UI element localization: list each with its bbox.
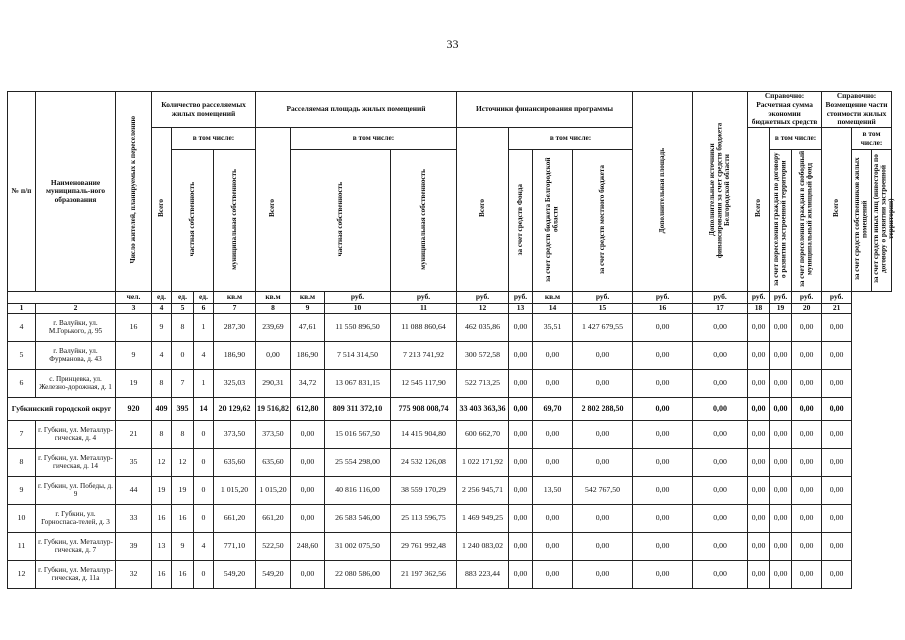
table-cell: 522 713,25: [457, 370, 509, 398]
table-cell: 0,00: [822, 505, 852, 533]
table-cell: 0,00: [822, 398, 852, 421]
column-numbers-row: [8, 304, 892, 314]
table-cell: 0,00: [770, 398, 792, 421]
table-body: [8, 91, 896, 589]
table-cell: 775 908 008,74: [391, 398, 457, 421]
table-cell: 0: [194, 449, 214, 477]
table-cell: 300 572,58: [457, 342, 509, 370]
table-cell: 0,00: [822, 342, 852, 370]
table-cell: 7: [214, 304, 256, 314]
table-row: [8, 314, 892, 342]
table-cell: 35: [116, 449, 152, 477]
table-cell: 29 761 992,48: [391, 533, 457, 561]
table-cell: 0: [172, 342, 194, 370]
table-cell: 0,00: [792, 370, 822, 398]
table-cell: 10: [325, 304, 391, 314]
table-cell: 0,00: [792, 477, 822, 505]
table-row: [8, 421, 892, 449]
header-rooms-private: частная собственность: [172, 150, 214, 292]
table-cell: руб.: [325, 292, 391, 304]
table-cell: 6: [194, 304, 214, 314]
table-cell: 0,00: [573, 370, 633, 398]
table-cell: 0,00: [792, 421, 822, 449]
table-cell: 0,00: [509, 505, 533, 533]
table-cell: 0,00: [748, 314, 770, 342]
table-cell: 0,00: [792, 561, 822, 589]
table-cell: 0,00: [822, 449, 852, 477]
table-cell: руб.: [633, 292, 693, 304]
header-name: Наименование муниципаль-ного образования: [36, 92, 116, 292]
table-cell: 16: [172, 505, 194, 533]
table-cell: 39: [116, 533, 152, 561]
table-cell: 0,00: [633, 342, 693, 370]
table-cell: 12 545 117,90: [391, 370, 457, 398]
table-cell: ед.: [194, 292, 214, 304]
table-cell: 9: [172, 533, 194, 561]
table-cell: 11 088 860,64: [391, 314, 457, 342]
table-cell: 14: [194, 398, 214, 421]
header-residents: Число жителей, планируемых к переселению: [116, 92, 152, 292]
table-cell: 6: [8, 370, 36, 398]
table-cell: 9: [8, 477, 36, 505]
table-cell: 0,00: [633, 398, 693, 421]
table-row: [8, 370, 892, 398]
header-econ-free: за счет переселения граждан в свободный муниципальный жилищный фонд: [792, 150, 822, 292]
table-cell: Губкинский городской округ: [8, 398, 116, 421]
table-cell: 373,50: [256, 421, 291, 449]
header-comp-other: за счет средств иных лиц (инвестора по договору о развитии застроенной территории): [872, 150, 892, 292]
table-cell: 5: [8, 342, 36, 370]
table-cell: 0,00: [792, 314, 822, 342]
table-cell: 2 256 945,71: [457, 477, 509, 505]
table-cell: 0,00: [693, 533, 748, 561]
table-cell: 612,80: [291, 398, 325, 421]
table-cell: 14: [533, 304, 573, 314]
table-cell: 47,61: [291, 314, 325, 342]
table-cell: 0,00: [533, 533, 573, 561]
table-cell: 0,00: [573, 342, 633, 370]
header-econ-incl: в том числе:: [770, 128, 822, 150]
table-cell: 26 583 546,00: [325, 505, 391, 533]
table-cell: 287,30: [214, 314, 256, 342]
header-comp-incl: в том числе:: [852, 128, 892, 150]
table-cell: 0,00: [693, 561, 748, 589]
table-cell: 635,60: [214, 449, 256, 477]
table-cell: 8: [172, 421, 194, 449]
table-cell: 11: [391, 304, 457, 314]
page-number: 33: [446, 37, 459, 51]
header-fund-total: Всего: [457, 128, 509, 292]
table-cell: г. Губкин, ул. Металлур-гическая, д. 14: [36, 449, 116, 477]
header-area-incl: в том числе:: [291, 128, 457, 150]
table-cell: 33 403 363,36: [457, 398, 509, 421]
table-cell: 8: [256, 304, 291, 314]
table-row: [8, 533, 892, 561]
table-cell: 0: [194, 561, 214, 589]
table-cell: 0,00: [693, 421, 748, 449]
table-cell: 2 802 288,50: [573, 398, 633, 421]
table-cell: кв.м: [533, 292, 573, 304]
table-cell: 186,90: [291, 342, 325, 370]
table-cell: руб.: [748, 292, 770, 304]
table-cell: 0,00: [693, 370, 748, 398]
table-cell: [8, 292, 116, 304]
table-cell: 17: [693, 304, 748, 314]
table-cell: руб.: [822, 292, 852, 304]
table-cell: г. Губкин, ул. Победы, д. 9: [36, 477, 116, 505]
table-cell: 19: [116, 370, 152, 398]
table-row: [8, 561, 892, 589]
table-cell: г. Губкин, ул. Металлур-гическая, д. 7: [36, 533, 116, 561]
table-cell: 0,00: [770, 533, 792, 561]
header-rooms-municipal: муниципальная собственность: [214, 150, 256, 292]
table-cell: 0,00: [822, 421, 852, 449]
table-cell: 0,00: [770, 370, 792, 398]
table-cell: 0,00: [748, 505, 770, 533]
table-cell: 0,00: [693, 505, 748, 533]
table-cell: 0,00: [770, 449, 792, 477]
table-cell: 0,00: [291, 505, 325, 533]
table-cell: 0,00: [693, 477, 748, 505]
table-cell: 248,60: [291, 533, 325, 561]
table-cell: 0,00: [748, 398, 770, 421]
header-area: Расселяемая площадь жилых помещений: [256, 92, 457, 128]
header-row-1: [8, 92, 892, 128]
table-cell: 0,00: [748, 342, 770, 370]
table-cell: 0,00: [533, 449, 573, 477]
table-cell: 12: [152, 449, 172, 477]
header-econ-total: Всего: [748, 128, 770, 292]
table-cell: 0,00: [792, 449, 822, 477]
table-cell: 0,00: [509, 342, 533, 370]
table-cell: 8: [152, 370, 172, 398]
table-cell: 0,00: [822, 561, 852, 589]
table-cell: 5: [172, 304, 194, 314]
table-cell: 0,00: [822, 370, 852, 398]
table-cell: 9: [116, 342, 152, 370]
table-cell: 20: [792, 304, 822, 314]
table-cell: 12: [172, 449, 194, 477]
table-row: [8, 342, 892, 370]
table-cell: 4: [194, 533, 214, 561]
table-cell: 4: [8, 314, 36, 342]
table-cell: 13: [509, 304, 533, 314]
header-area-private: частная собственность: [291, 150, 391, 292]
table-cell: 1 427 679,55: [573, 314, 633, 342]
header-econ-contract: за счет переселения граждан по договору о развитии застроенной территории: [770, 150, 792, 292]
table-row: [8, 505, 892, 533]
table-cell: ед.: [152, 292, 172, 304]
table-cell: 522,50: [256, 533, 291, 561]
table-cell: 0,00: [533, 561, 573, 589]
table-cell: 13,50: [533, 477, 573, 505]
table-cell: 0,00: [822, 477, 852, 505]
table-cell: г. Губкин, ул. Металлур-гическая, д. 11а: [36, 561, 116, 589]
table-cell: 0,00: [533, 421, 573, 449]
table-cell: руб.: [693, 292, 748, 304]
table-cell: 0,00: [770, 477, 792, 505]
header-num: № п/п: [8, 92, 36, 292]
table-cell: 290,31: [256, 370, 291, 398]
table-cell: 0,00: [509, 398, 533, 421]
table-cell: 19: [152, 477, 172, 505]
table-cell: 920: [116, 398, 152, 421]
table-cell: 14 415 904,80: [391, 421, 457, 449]
table-cell: 0,00: [291, 477, 325, 505]
table-cell: 20 129,62: [214, 398, 256, 421]
table-cell: 12: [457, 304, 509, 314]
table-cell: 771,10: [214, 533, 256, 561]
table-cell: 0,00: [633, 561, 693, 589]
table-cell: 9: [152, 314, 172, 342]
table-cell: 16: [172, 561, 194, 589]
table-cell: 0,00: [748, 370, 770, 398]
table-cell: 0,00: [633, 477, 693, 505]
table-cell: 0,00: [693, 449, 748, 477]
table-cell: кв.м: [256, 292, 291, 304]
table-cell: 0,00: [633, 314, 693, 342]
table-cell: 4: [152, 304, 172, 314]
header-fund-fond: за счет средств Фонда: [509, 150, 533, 292]
table-cell: 34,72: [291, 370, 325, 398]
table-cell: 0,00: [633, 505, 693, 533]
table-cell: 0,00: [509, 533, 533, 561]
table-cell: 0,00: [573, 533, 633, 561]
header-fund-local: за счет средств местного бюджета: [573, 150, 633, 292]
table-cell: 462 035,86: [457, 314, 509, 342]
table-cell: 32: [116, 561, 152, 589]
table-cell: 7 213 741,92: [391, 342, 457, 370]
table-cell: 2: [36, 304, 116, 314]
table-cell: 21 197 362,56: [391, 561, 457, 589]
table-cell: 0,00: [291, 421, 325, 449]
table-cell: 15 016 567,50: [325, 421, 391, 449]
table-cell: 16: [633, 304, 693, 314]
table-row: [8, 449, 892, 477]
table-cell: 0,00: [748, 421, 770, 449]
table-cell: 809 311 372,10: [325, 398, 391, 421]
header-extra-sources: Дополнительные источники финансирования за счет средств бюджета Белгородской области: [693, 92, 748, 292]
table-cell: 0,00: [509, 314, 533, 342]
table-cell: 600 662,70: [457, 421, 509, 449]
table-cell: 1 469 949,25: [457, 505, 509, 533]
table-cell: 661,20: [214, 505, 256, 533]
table-cell: 16: [116, 314, 152, 342]
table-cell: 21: [116, 421, 152, 449]
table-cell: 11 550 896,50: [325, 314, 391, 342]
table-cell: 18: [748, 304, 770, 314]
table-row: [8, 477, 892, 505]
table-cell: 0,00: [573, 505, 633, 533]
table-cell: чел.: [116, 292, 152, 304]
table-cell: г. Валуйки, ул. Фурманова, д. 43: [36, 342, 116, 370]
table-cell: 186,90: [214, 342, 256, 370]
summary-row: [8, 398, 892, 421]
table-cell: руб.: [391, 292, 457, 304]
table-cell: руб.: [770, 292, 792, 304]
header-area-municipal: муниципальная собственность: [391, 150, 457, 292]
table-cell: руб.: [457, 292, 509, 304]
table-cell: 395: [172, 398, 194, 421]
table-cell: 1 022 171,92: [457, 449, 509, 477]
table-cell: 0,00: [748, 477, 770, 505]
table-cell: 0,00: [533, 505, 573, 533]
table-cell: 0,00: [748, 561, 770, 589]
table-cell: 0,00: [792, 533, 822, 561]
table-cell: 0,00: [792, 342, 822, 370]
table-cell: 0,00: [822, 533, 852, 561]
table-cell: 19 516,82: [256, 398, 291, 421]
table-cell: 1: [194, 370, 214, 398]
table-cell: 0,00: [770, 421, 792, 449]
table-cell: 19: [770, 304, 792, 314]
table-cell: руб.: [573, 292, 633, 304]
table-cell: 13: [152, 533, 172, 561]
table-cell: 16: [152, 505, 172, 533]
table-cell: 24 532 126,08: [391, 449, 457, 477]
table-cell: 0,00: [792, 505, 822, 533]
header-comp-total: Всего: [822, 128, 852, 292]
table-cell: 0,00: [291, 561, 325, 589]
table-cell: г. Губкин, ул. Металлур-гическая, д. 4: [36, 421, 116, 449]
table-cell: 0,00: [256, 342, 291, 370]
header-rooms-count: Количество расселяемых жилых помещений: [152, 92, 256, 128]
table-cell: 0,00: [633, 370, 693, 398]
table-cell: 0,00: [509, 561, 533, 589]
table-cell: 0,00: [291, 449, 325, 477]
table-cell: 69,70: [533, 398, 573, 421]
table-cell: 883 223,44: [457, 561, 509, 589]
table-cell: 661,20: [256, 505, 291, 533]
table-cell: 21: [822, 304, 852, 314]
table-cell: 1: [194, 314, 214, 342]
table-cell: 38 559 170,29: [391, 477, 457, 505]
table-cell: 0,00: [748, 449, 770, 477]
table-cell: 0,00: [533, 342, 573, 370]
table-cell: 40 816 116,00: [325, 477, 391, 505]
table-cell: 13 067 831,15: [325, 370, 391, 398]
table-cell: 4: [152, 342, 172, 370]
table-cell: г. Валуйки, ул. М.Горького, д. 95: [36, 314, 116, 342]
table-cell: 239,69: [256, 314, 291, 342]
header-rooms-incl: в том числе:: [172, 128, 256, 150]
table-cell: 0,00: [509, 421, 533, 449]
header-economy: Справочно: Расчетная сумма экономии бюджетных средств: [748, 92, 822, 128]
table-cell: 8: [152, 421, 172, 449]
table-cell: руб.: [509, 292, 533, 304]
table-cell: 325,03: [214, 370, 256, 398]
table-cell: 0,00: [509, 477, 533, 505]
table-cell: 44: [116, 477, 152, 505]
header-fund-incl: в том числе:: [509, 128, 633, 150]
table-cell: 635,60: [256, 449, 291, 477]
table-cell: 0,00: [509, 370, 533, 398]
table-cell: 0,00: [533, 370, 573, 398]
header-comp-owners: за счет средств собственников жилых помещений: [852, 150, 872, 292]
table-cell: 0,00: [770, 342, 792, 370]
table-cell: 0,00: [770, 314, 792, 342]
table-cell: 33: [116, 505, 152, 533]
table-cell: руб.: [792, 292, 822, 304]
table-cell: с. Принцевка, ул. Железно-дорожная, д. 1: [36, 370, 116, 398]
table-cell: 16: [152, 561, 172, 589]
table-cell: 19: [172, 477, 194, 505]
table-cell: 0: [194, 477, 214, 505]
table-cell: 7: [172, 370, 194, 398]
table-cell: кв.м: [214, 292, 256, 304]
table-cell: 0,00: [633, 421, 693, 449]
table-cell: 542 767,50: [573, 477, 633, 505]
header-funding: Источники финансирования программы: [457, 92, 633, 128]
table-cell: 0,00: [693, 342, 748, 370]
table-cell: 1 015,20: [214, 477, 256, 505]
table-cell: 7 514 314,50: [325, 342, 391, 370]
table-cell: 409: [152, 398, 172, 421]
table-cell: 25 554 298,00: [325, 449, 391, 477]
table-cell: 0,00: [573, 449, 633, 477]
table-cell: 0,00: [748, 533, 770, 561]
table-cell: 10: [8, 505, 36, 533]
table-cell: 0: [194, 505, 214, 533]
table-cell: 0,00: [633, 533, 693, 561]
table-cell: 0,00: [633, 449, 693, 477]
table-cell: 1 240 083,02: [457, 533, 509, 561]
table-cell: 0,00: [573, 561, 633, 589]
table-cell: 8: [8, 449, 36, 477]
table-cell: 11: [8, 533, 36, 561]
table-cell: 373,50: [214, 421, 256, 449]
table-cell: 0,00: [573, 421, 633, 449]
header-fund-regional: за счет средств бюджета Белгородской области: [533, 150, 573, 292]
header-compensation: Справочно: Возмещение части стоимости жилых помещений: [822, 92, 892, 128]
header-area-total: Всего: [256, 128, 291, 292]
table-cell: ед.: [172, 292, 194, 304]
header-rooms-total: Всего: [152, 128, 172, 292]
table-cell: 25 113 596,75: [391, 505, 457, 533]
table-cell: 0,00: [792, 398, 822, 421]
table-cell: 22 080 586,00: [325, 561, 391, 589]
table-cell: 0,00: [693, 398, 748, 421]
table-cell: 0: [194, 421, 214, 449]
table-cell: 8: [172, 314, 194, 342]
table-cell: 0,00: [509, 449, 533, 477]
table-cell: 35,51: [533, 314, 573, 342]
table-cell: кв.м: [291, 292, 325, 304]
table-cell: 1 015,20: [256, 477, 291, 505]
units-row: [8, 292, 892, 304]
table-cell: 31 002 075,50: [325, 533, 391, 561]
table-cell: 549,20: [256, 561, 291, 589]
table-cell: 549,20: [214, 561, 256, 589]
table-cell: 15: [573, 304, 633, 314]
table-cell: 4: [194, 342, 214, 370]
resettlement-table: [7, 91, 896, 589]
table-cell: 1: [8, 304, 36, 314]
table-cell: 7: [8, 421, 36, 449]
table-cell: 9: [291, 304, 325, 314]
table-cell: г. Губкин, ул. Горноспаса-телей, д. 3: [36, 505, 116, 533]
table-cell: 0,00: [822, 314, 852, 342]
table-cell: 3: [116, 304, 152, 314]
table-cell: 12: [8, 561, 36, 589]
table-cell: 0,00: [770, 561, 792, 589]
header-extra-area: Дополнительная площадь: [633, 92, 693, 292]
table-cell: 0,00: [770, 505, 792, 533]
table-cell: 0,00: [693, 314, 748, 342]
